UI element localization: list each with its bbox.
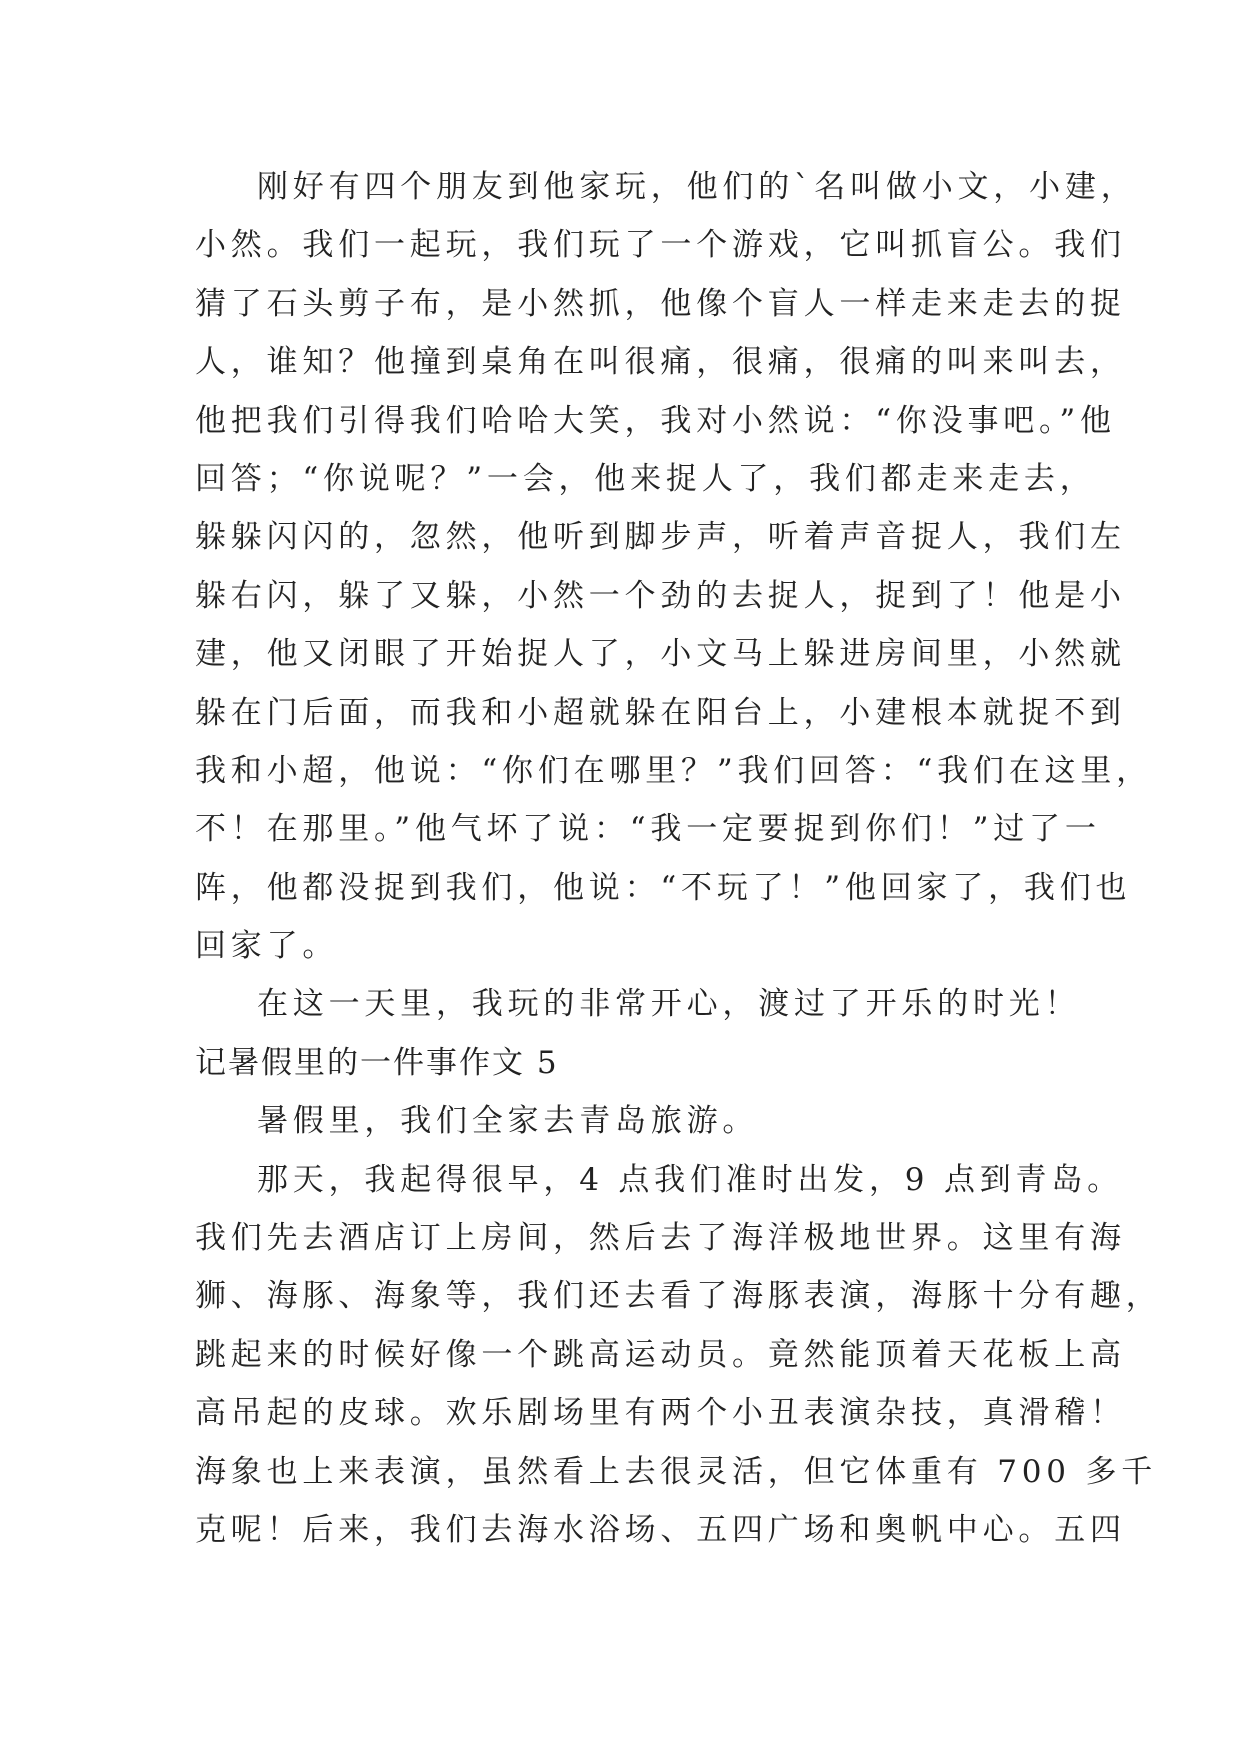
text-line: 暑假里，我们全家去青岛旅游。 [257, 1103, 759, 1140]
text-line: 回答；“你说呢？”一会，他来捉人了，我们都走来走去， [195, 460, 1096, 497]
text-line: 我和小超，他说：“你们在哪里？”我们回答：“我们在这里， [195, 752, 1152, 789]
text-line: 在这一天里，我玩的非常开心，渡过了开乐的时光！ [257, 986, 1081, 1023]
text-line: 小然。我们一起玩，我们玩了一个游戏，它叫抓盲公。我们 [195, 227, 1126, 264]
text-line: 他把我们引得我们哈哈大笑，我对小然说：“你没事吧。”他 [195, 402, 1116, 439]
text-line: 狮、海豚、海象等，我们还去看了海豚表演，海豚十分有趣， [195, 1278, 1162, 1315]
text-line: 躲在门后面，而我和小超就躲在阳台上，小建根本就捉不到 [195, 694, 1126, 731]
text-line: 猜了石头剪子布，是小然抓，他像个盲人一样走来走去的捉 [195, 285, 1126, 322]
text-line: 刚好有四个朋友到他家玩，他们的`名叫做小文，小建， [257, 169, 1137, 205]
text-line: 躲右闪，躲了又躲，小然一个劲的去捉人，捉到了！他是小 [195, 577, 1126, 614]
text-line: 回家了。 [195, 928, 339, 965]
section-heading: 记暑假里的一件事作文 5 [195, 1044, 559, 1081]
text-line: 建，他又闭眼了开始捉人了，小文马上躲进房间里，小然就 [195, 636, 1126, 673]
text-line: 跳起来的时候好像一个跳高运动员。竟然能顶着天花板上高 [195, 1336, 1126, 1373]
text-line: 高吊起的皮球。欢乐剧场里有两个小丑表演杂技，真滑稽！ [195, 1395, 1126, 1432]
document-body [195, 158, 1162, 1559]
text-line: 那天，我起得很早，4 点我们准时出发，9 点到青岛。 [257, 1161, 1123, 1198]
text-line: 不！在那里。”他气坏了说：“我一定要捉到你们！”过了一 [195, 811, 1101, 848]
text-line: 克呢！后来，我们去海水浴场、五四广场和奥帆中心。五四 [195, 1511, 1126, 1548]
text-line: 阵，他都没捉到我们，他说：“不玩了！”他回家了，我们也 [195, 869, 1132, 906]
text-line: 海象也上来表演，虽然看上去很灵活，但它体重有 700 多千 [195, 1453, 1158, 1490]
text-line: 躲躲闪闪的，忽然，他听到脚步声，听着声音捉人，我们左 [195, 519, 1126, 556]
text-line: 我们先去酒店订上房间，然后去了海洋极地世界。这里有海 [195, 1220, 1126, 1257]
text-line: 人，谁知？他撞到桌角在叫很痛，很痛，很痛的叫来叫去， [195, 344, 1126, 381]
